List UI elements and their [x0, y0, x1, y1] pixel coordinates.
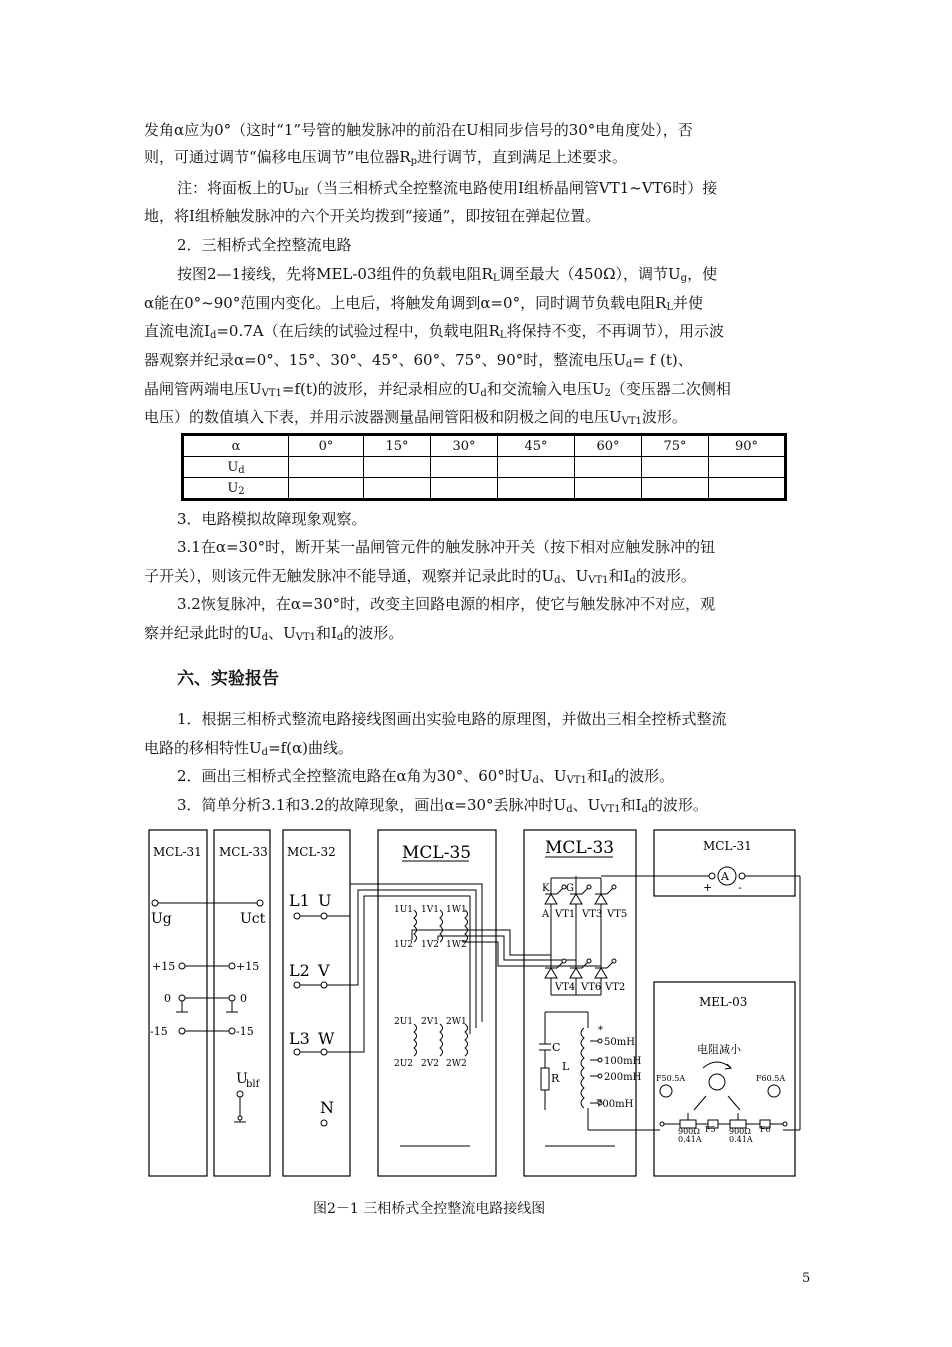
t2u2-label: 2U2 — [394, 1059, 414, 1069]
star-label: * — [598, 1025, 603, 1036]
mel03-label: MEL-03 — [699, 995, 748, 1009]
n-label: N — [320, 1098, 334, 1117]
r900a-label: 900Ω — [678, 1127, 700, 1136]
m15-left: -15 — [150, 1025, 168, 1038]
paragraph-line: 发角α应为0°（这时“1”号管的触发脉冲的前沿在U相同步信号的30°电角度处），否 — [144, 121, 693, 139]
text-run: 和I — [620, 796, 642, 814]
page-number: 5 — [802, 1271, 811, 1286]
h700-label: 700mH — [596, 1099, 634, 1110]
h100-label: 100mH — [604, 1056, 642, 1067]
subscript: p — [410, 156, 418, 167]
ublf-ground — [234, 1091, 246, 1122]
text-run: 、U — [560, 567, 589, 585]
h50-label: 50mH — [604, 1037, 635, 1048]
l-label: L — [562, 1060, 570, 1073]
g-label: G — [566, 883, 574, 894]
mcl31-right-label: MCL-31 — [703, 839, 752, 853]
subscript: d — [336, 632, 344, 643]
subscript: VT1 — [295, 632, 316, 643]
text-run: 调至最大（450Ω），调节U — [499, 265, 681, 283]
text-run: 和I — [586, 767, 608, 785]
u-label: U — [318, 891, 332, 910]
subscript: blf — [294, 187, 308, 198]
table-header-cell: 90° — [709, 435, 786, 457]
mcl33-left-label: MCL-33 — [219, 845, 268, 859]
h200-label: 200mH — [604, 1072, 642, 1083]
text-run: 将保持不变，不再调节），用示波 — [506, 322, 725, 340]
text-run: =f(t)的波形，并纪录相应的U — [281, 380, 481, 398]
subscript: d — [554, 575, 561, 586]
ublf-sub: blf — [246, 1079, 260, 1090]
subscript: VT1 — [566, 775, 587, 786]
ammeter-loop — [576, 867, 800, 1130]
subscript: d — [261, 747, 269, 758]
zero-right: 0 — [240, 992, 247, 1005]
t1w2-label: 1W2 — [446, 940, 467, 950]
subscript: d — [641, 804, 648, 815]
mcl32-terminals — [294, 913, 327, 1126]
text-run: 注：将面板上的U — [177, 179, 295, 197]
paragraph-line: 3.1在α=30°时，断开某一晶闸管元件的触发脉冲开关（按下相对应触发脉冲的钮 — [177, 538, 716, 556]
t1v1-label: 1V1 — [421, 905, 439, 915]
subscript: L — [492, 273, 500, 284]
text-run: （当三相桥式全控整流电路使用Ⅰ组桥晶闸管VT1~VT6时）接 — [307, 179, 718, 197]
paragraph-line: 3.2恢复脉冲，在α=30°时，改变主回路电源的相序，使它与触发脉冲不对应，观 — [177, 595, 716, 613]
text-run: 和交流输入电压U — [486, 380, 605, 398]
text-run: 2．画出三相桥式全控整流电路在α角为30°、60°时U — [177, 767, 533, 785]
bridge-wires — [412, 930, 601, 966]
text-run: 的波形。 — [614, 767, 675, 785]
subscript: d — [209, 330, 217, 341]
subscript: d — [566, 804, 573, 815]
subscript: VT1 — [588, 575, 609, 586]
text-run: 、U — [538, 767, 567, 785]
paragraph-line: 1．根据三相桥式整流电路接线图画出实验电路的原理图，并做出三相全控桥式整流 — [177, 710, 727, 728]
text-run: 电路的移相特性U — [144, 739, 262, 757]
transformer-2-coils — [414, 1024, 468, 1056]
text-run: 的波形。 — [635, 567, 696, 585]
ug-label: Ug — [151, 911, 172, 927]
table-header-cell: 60° — [575, 435, 642, 457]
c-label: C — [552, 1041, 561, 1054]
uct-label: Uct — [240, 911, 266, 927]
section-heading: 六、实验报告 — [177, 669, 279, 689]
l1-label: L1 — [289, 891, 310, 910]
t1w1-label: 1W1 — [446, 905, 467, 915]
vt2-label: VT2 — [605, 982, 626, 993]
text-run: 直流电流I — [144, 322, 210, 340]
minus-label: - — [738, 881, 742, 894]
text-run: = f (t)、 — [632, 351, 693, 369]
subscript: d — [629, 575, 636, 586]
t2w2-label: 2W2 — [446, 1059, 467, 1069]
text-run: 则，可通过调节“偏移电压调节”电位器R — [144, 148, 411, 166]
f6-label: F6 — [760, 1125, 771, 1134]
k-label: K — [542, 883, 550, 894]
ublf-label: U — [236, 1071, 248, 1087]
l3-label: L3 — [289, 1029, 310, 1048]
resistance-decrease-label: 电阻减小 — [697, 1043, 741, 1056]
t1u1-label: 1U1 — [394, 905, 414, 915]
row-label-text: U — [227, 480, 239, 496]
text-run: 和I — [608, 567, 630, 585]
zero-left: 0 — [164, 992, 171, 1005]
r041a-label: 0.41A — [678, 1135, 702, 1144]
subscript: VT1 — [621, 416, 642, 427]
subscript: d — [238, 464, 245, 476]
mcl33-mid-panel — [524, 830, 636, 1176]
text-run: 按图2—1接线，先将MEL-03组件的负载电阻R — [177, 265, 493, 283]
figure-caption: 图2－1 三相桥式全控整流电路接线图 — [313, 1201, 546, 1217]
table-header-cell: α — [183, 435, 289, 457]
table-header-cell: 45° — [498, 435, 575, 457]
row-label-text: U — [227, 459, 239, 475]
r900b-label: 900Ω — [729, 1127, 751, 1136]
vt4-label: VT4 — [555, 982, 576, 993]
subscript: L — [499, 330, 507, 341]
v-label: V — [318, 961, 330, 980]
text-run: 的波形。 — [343, 624, 404, 642]
table-header-cell: 30° — [431, 435, 498, 457]
f5-label: F5 — [705, 1125, 716, 1134]
text-run: 3．简单分析3.1和3.2的故障现象，画出α=30°丢脉冲时U — [177, 796, 567, 814]
table-header-cell: 75° — [642, 435, 709, 457]
subscript: d — [532, 775, 539, 786]
text-run: 子开关），则该元件无触发脉冲不能导通，观察并记录此时的U — [144, 567, 555, 585]
t2u1-label: 2U1 — [394, 1017, 414, 1027]
mcl35-label: MCL-35 — [402, 843, 472, 863]
w-label: W — [318, 1029, 335, 1048]
f6-05-label: F60.5A — [756, 1074, 786, 1083]
mcl32-label: MCL-32 — [287, 845, 336, 859]
text-run: =0.7A（在后续的试验过程中，负载电阻R — [216, 322, 500, 340]
mcl32-panel — [283, 830, 350, 1176]
p15-left: +15 — [152, 960, 176, 973]
subscript: 2 — [238, 485, 245, 497]
text-run: 察并纪录此时的U — [144, 624, 262, 642]
a-label: A — [542, 909, 550, 920]
paragraph-line: 2．三相桥式全控整流电路 — [177, 236, 352, 254]
table-header-cell: 0° — [289, 435, 364, 457]
table-header-cell: 15° — [364, 435, 431, 457]
text-run: 器观察并纪录α=0°、15°、30°、45°、60°、75°、90°时，整流电压U — [144, 351, 626, 369]
upper-thyristors — [545, 878, 616, 966]
text-run: ，使 — [687, 265, 718, 283]
text-run: 、U — [268, 624, 296, 642]
subscript: L — [666, 302, 674, 313]
plus-label: + — [703, 881, 713, 894]
subscript: d — [261, 632, 269, 643]
subscript: VT1 — [261, 388, 282, 399]
t2v1-label: 2V1 — [421, 1017, 439, 1027]
text-run: （变压器二次侧相 — [610, 380, 731, 398]
paragraph-line: 3．电路模拟故障现象观察。 — [177, 510, 367, 528]
mcl31-left-panel — [149, 830, 207, 1176]
p15-right: +15 — [236, 960, 260, 973]
r041b-label: 0.41A — [729, 1135, 753, 1144]
text-run: 晶闸管两端电压U — [144, 380, 262, 398]
t2w1-label: 2W1 — [446, 1017, 467, 1027]
m15-right: -15 — [236, 1025, 254, 1038]
subscript: 2 — [604, 388, 611, 399]
paragraph-line: 地，将Ⅰ组桥触发脉冲的六个开关均拨到“接通”，即按钮在弹起位置。 — [144, 207, 601, 225]
vt1-label: VT1 — [555, 909, 576, 920]
t1v2-label: 1V2 — [421, 940, 439, 950]
text-run: 的波形。 — [647, 796, 708, 814]
text-run: 进行调节，直到满足上述要求。 — [417, 148, 628, 166]
mcl33-mid-label: MCL-33 — [545, 838, 615, 858]
subscript: d — [607, 775, 615, 786]
text-run: =f(α)曲线。 — [268, 739, 354, 757]
subscript: d — [625, 359, 633, 370]
text-run: 波形。 — [641, 408, 687, 426]
ammeter-letter: A — [721, 870, 729, 883]
t1u2-label: 1U2 — [394, 940, 414, 950]
mel03-knob — [660, 1062, 780, 1110]
r-label: R — [551, 1072, 560, 1085]
mcl35-panel — [378, 830, 496, 1176]
l2-label: L2 — [289, 961, 310, 980]
text-run: α能在0°~90°范围内变化。上电后，将触发角调到α=0°，同时调节负载电阻R — [144, 294, 667, 312]
subscript: g — [680, 273, 688, 284]
text-run: 并使 — [673, 294, 704, 312]
vt6-label: VT6 — [581, 982, 602, 993]
t2v2-label: 2V2 — [421, 1059, 439, 1069]
text-run: 和I — [315, 624, 337, 642]
mcl31-left-label: MCL-31 — [153, 845, 202, 859]
text-run: 电压）的数值填入下表，并用示波器测量晶闸管阳极和阴极之间的电压U — [144, 408, 622, 426]
vt5-label: VT5 — [607, 909, 628, 920]
subscript: VT1 — [600, 804, 621, 815]
vt3-label: VT3 — [582, 909, 603, 920]
f5-05-label: F50.5A — [656, 1074, 686, 1083]
subscript: d — [480, 388, 487, 399]
text-run: 、U — [572, 796, 601, 814]
